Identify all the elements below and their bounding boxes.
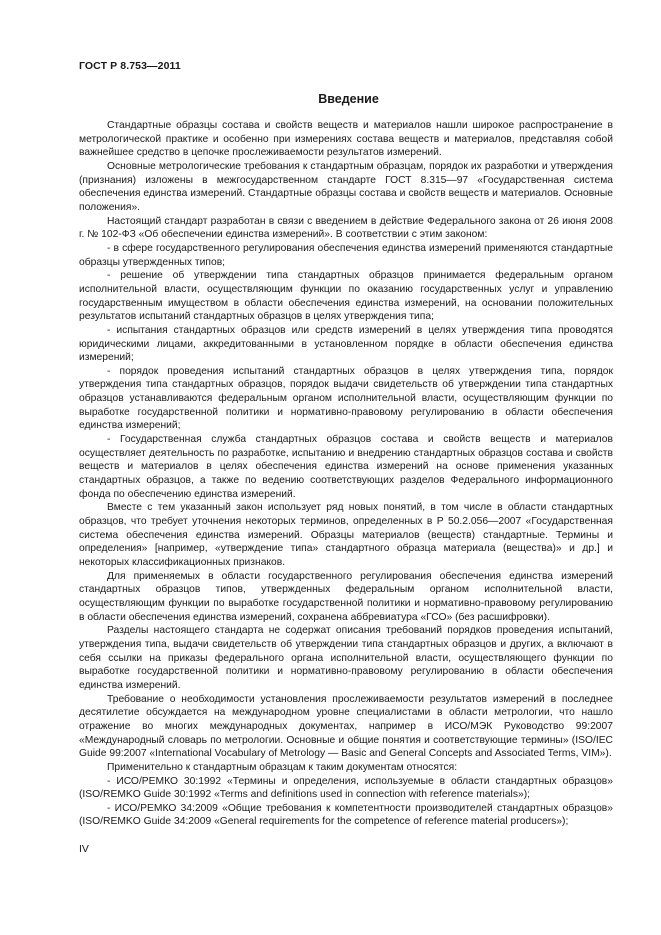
paragraph: Основные метрологические требования к стандартным образцам, порядок их разработки и утверждения (признания) изложены в межгосударственном стандарте ГОСТ 8.315—97 «Государственная система обеспечения единства измерений. Стандартные образцы состава и свойств веществ и материалов. Основные положения». xyxy=(79,160,613,213)
page-number: IV xyxy=(79,843,89,855)
paragraph: Настоящий стандарт разработан в связи с введением в действие Федерального закона от 26 июня 2008 г. № 102-ФЗ «Об обеспечении единства измерений». В соответствии с этим законом: xyxy=(79,215,613,241)
paragraph: Требование о необходимости установления прослеживаемости результатов измерений в последнее десятилетие обсуждается на международном уровне специалистами в области метрологии, что нашло отражение во многих международных документах, например в ИСО/МЭК Руководство 99:2007 «Международный словарь по метрологии. Основные и общие понятия и соответствующие термины» (ISO/IEC Guide 99:2007 «International Vocabulary of Metrology — Basic and General Concepts and Associated Terms, VIM»). xyxy=(79,693,613,760)
paragraph: Разделы настоящего стандарта не содержат описания требований порядков проведения испытаний, утверждения типа, выдачи свидетельств об утверждении типа стандартных образцов и других, а включают в себя ссылки на приказы федерального органа исполнительной власти, осуществляющего функции по выработке государственной политики и нормативно-правовому регулированию в области обеспечения единства измерений. xyxy=(79,625,613,691)
list-item: - в сфере государственного регулирования обеспечения единства измерений применяются стандартные образцы утвержденных типов; xyxy=(79,242,613,268)
paragraph: Стандартные образцы состава и свойств веществ и материалов нашли широкое распространение в метрологической практике и особенно при измерениях состава веществ и материалов, представляя собой важнейшее средство в цепочке прослеживаемости результатов измерений. xyxy=(79,120,613,159)
list-item: - решение об утверждении типа стандартных образцов принимается федеральным органом исполнительной власти, осуществляющим функции по оказанию государственных услуг и управлению государственным имуществом в области обеспечения единства измерений, на основании положительных результатов испытаний стандартных образцов в целях утверждения типа; xyxy=(79,270,613,323)
list-item: - ИСО/РЕМКО 30:1992 «Термины и определения, используемые в области стандартных образцов» (ISO/REMKO Guide 30:1992 «Terms and definitions used in connection with reference materials»); xyxy=(79,775,613,801)
document-body xyxy=(79,119,613,829)
section-title: Введение xyxy=(318,92,379,106)
list-item: - испытания стандартных образцов или средств измерений в целях утверждения типа проводятся юридическими лицами, аккредитованными в установленном порядке в области обеспечения единства измерений; xyxy=(79,324,613,364)
paragraph: Для применяемых в области государственного регулирования обеспечения единства измерений стандартных образцов типов, утвержденных федеральным органом исполнительной власти, осуществляющим функции по выработке государственной политики и нормативно-правовому регулированию в области обеспечения единства измерений, сохранена аббревиатура «ГСО» (без расшифровки). xyxy=(79,570,613,623)
paragraph: Вместе с тем указанный закон использует ряд новых понятий, в том числе в области стандартных образцов, что требует уточнения некоторых терминов, определенных в Р 50.2.056—2007 «Государственная система обеспечения единства измерений. Образцы материалов (веществ) стандартные. Термины и определения» [например, «утверждение типа» стандартного образца материала (вещества)» и др.] и некоторых классификационных признаков. xyxy=(79,502,613,568)
standard-header: ГОСТ Р 8.753—2011 xyxy=(79,60,181,72)
paragraph: Применительно к стандартным образцам к таким документам относятся: xyxy=(107,761,458,773)
list-item: - ИСО/РЕМКО 34:2009 «Общие требования к компетентности производителей стандартных образцов» (ISO/REMKO Guide 34:2009 «General requirements for the competence of reference material producers»); xyxy=(79,802,613,828)
list-item: - Государственная служба стандартных образцов состава и свойств веществ и материалов осуществляет деятельность по разработке, испытанию и внедрению стандартных образцов состава и свойств веществ и материалов в целях обеспечения единства измерений на основе применения указанных стандартных образцов, а также по ведению соответствующих разделов Федерального информационного фонда по обеспечению единства измерений. xyxy=(79,434,613,500)
list-item: - порядок проведения испытаний стандартных образцов в целях утверждения типа, порядок утверждения типа стандартных образцов, порядок выдачи свидетельств об утверждении типа стандартных образцов устанавливаются федеральным органом исполнительной власти, осуществляющим функции по выработке государственной политики и нормативно-правовому регулированию в области обеспечения единства измерений; xyxy=(79,365,613,432)
